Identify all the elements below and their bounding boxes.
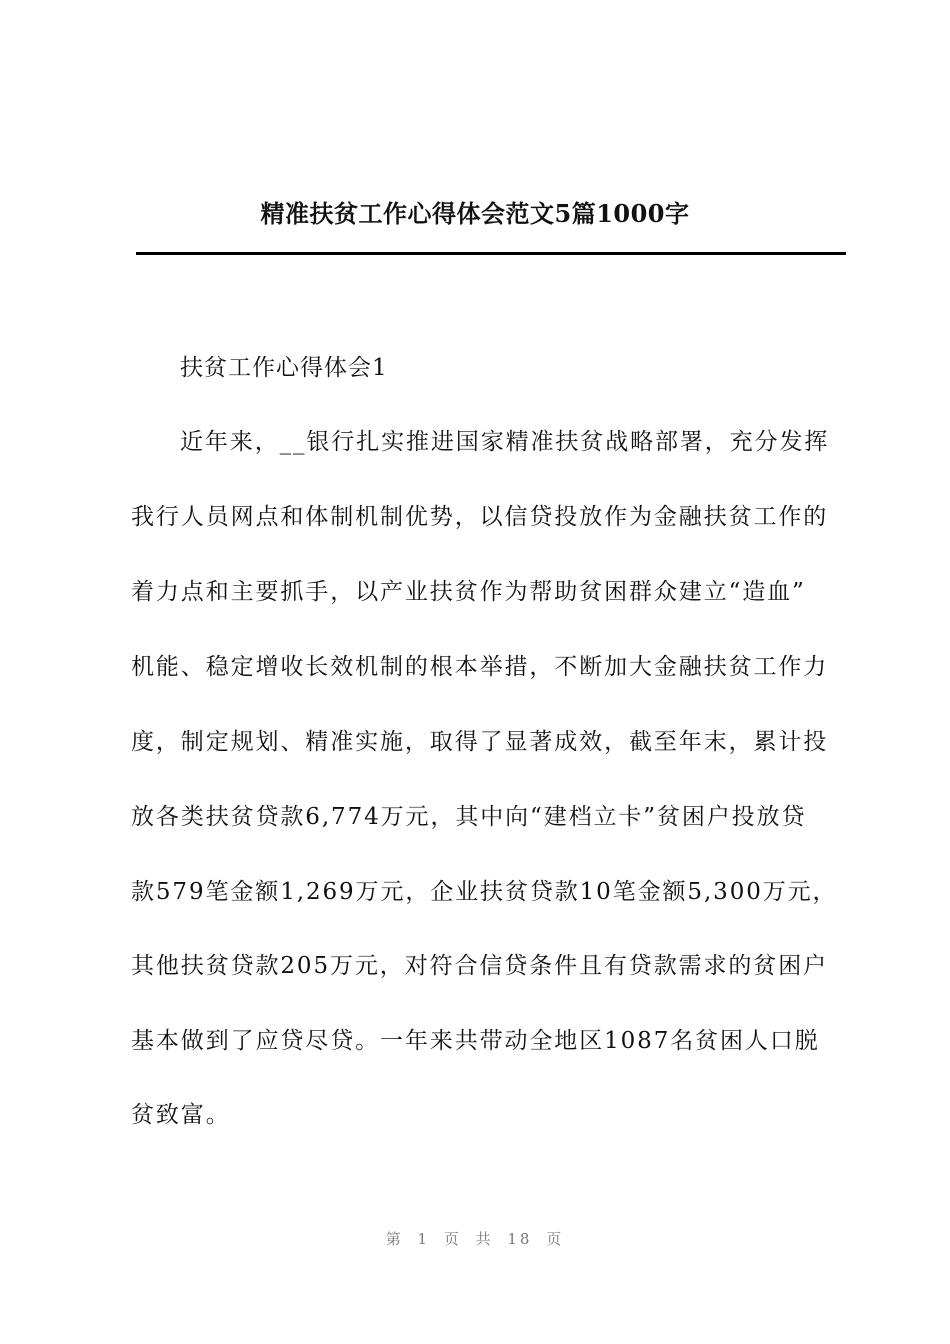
title-divider	[136, 252, 846, 255]
paragraph-line: 我行人员网点和体制机制优势，以信贷投放作为金融扶贫工作的	[131, 504, 829, 530]
paragraph-line: 近年来，__银行扎实推进国家精准扶贫战略部署，充分发挥	[180, 429, 830, 455]
paragraph-line: 度，制定规划、精准实施，取得了显著成效，截至年末，累计投	[131, 729, 829, 755]
document-title: 精准扶贫工作心得体会范文5篇1000字	[260, 199, 690, 228]
paragraph-line: 贫致富。	[131, 1102, 231, 1128]
paragraph-line: 款579笔金额1,269万元，企业扶贫贷款10笔金额5,300万元，	[131, 879, 838, 905]
page-number-footer: 第 1 页 共 18 页	[385, 1230, 565, 1248]
section-heading: 扶贫工作心得体会1	[180, 355, 388, 381]
paragraph-line: 放各类扶贫贷款6,774万元，其中向“建档立卡”贫困户投放贷	[131, 804, 807, 830]
paragraph-line: 着力点和主要抓手，以产业扶贫作为帮助贫困群众建立“造血”	[131, 579, 806, 605]
paragraph-line: 基本做到了应贷尽贷。一年来共带动全地区1087名贫困人口脱	[131, 1028, 820, 1054]
paragraph-line: 其他扶贫贷款205万元，对符合信贷条件且有贷款需求的贫困户	[131, 953, 828, 979]
paragraph-line: 机能、稳定增收长效机制的根本举措，不断加大金融扶贫工作力	[131, 654, 829, 680]
